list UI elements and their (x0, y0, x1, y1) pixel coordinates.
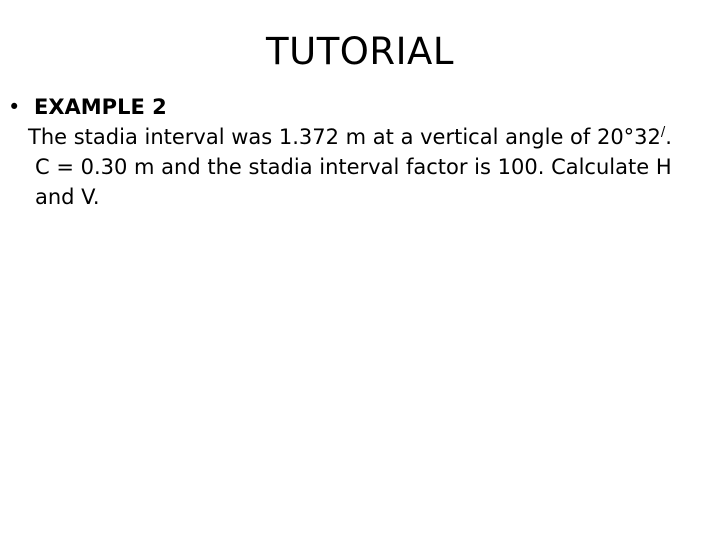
problem-line-1 (8, 122, 720, 152)
bullet-block (8, 92, 720, 212)
slide-title: TUTORIAL (266, 30, 454, 73)
bullet-dot-icon: • (8, 95, 21, 119)
example-heading: EXAMPLE 2 (34, 95, 167, 119)
bullet-heading-line (8, 92, 720, 122)
minute-symbol: / (660, 125, 666, 140)
problem-line-1-end: . (665, 125, 672, 149)
problem-line-3: and V. (35, 185, 100, 209)
problem-line-1-text: The stadia interval was 1.372 m at a vertical angle of 20°32 (28, 125, 661, 149)
problem-line-2: C = 0.30 m and the stadia interval factor is 100. Calculate H (35, 155, 672, 179)
